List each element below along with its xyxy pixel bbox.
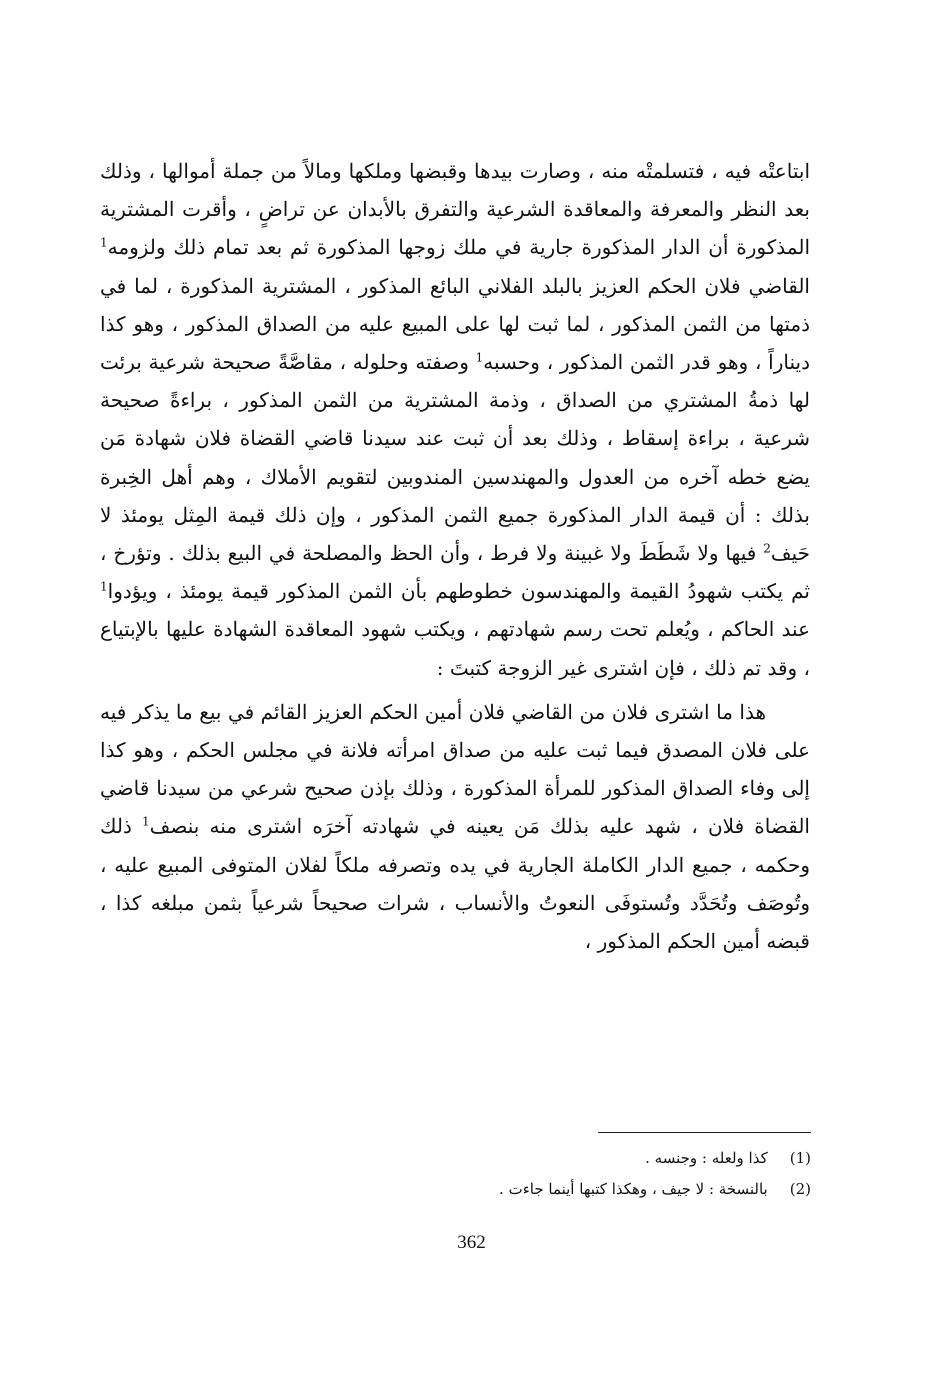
paragraph-1-part-4: فيها ولا شَطَطَ ولا غبينة ولا فرط ، وأن الحظ والمصلحة في البيع بذلك . وتؤرخ ، ثم يكتب شهودُ القيمة والمهندسون خطوطهم بأن الثمن المذكور قيمة يومئذ ، ويؤدوا	[100, 541, 810, 604]
paragraph-1	[100, 152, 810, 687]
footnote-text: كذا ولعله : وجنسه .	[645, 1149, 768, 1167]
footnote-text: بالنسخة : لا جيف ، وهكذا كتبها أينما جاءت .	[499, 1180, 768, 1198]
footnote-separator	[598, 1132, 811, 1133]
footnotes	[200, 1143, 811, 1205]
paragraph-1-part-5: عند الحاكم ، ويُعلم تحت رسم شهادتهم ، ويكتب شهود المعاقدة الشهادة عليها بالإبتياع ، وقد تم ذلك ، فإن اشترى غير الزوجة كتبتَ :	[100, 617, 810, 680]
footnote-ref-1b: 1	[475, 350, 484, 365]
paragraph-2	[100, 693, 810, 960]
footnote-number: (2)	[789, 1180, 811, 1198]
footnote-item	[200, 1143, 811, 1174]
main-text	[100, 152, 810, 960]
paragraph-2-part-2: ذلك وحكمه ، جميع الدار الكاملة الجارية في يده وتصرفه ملكاً لفلان المتوفى المبيع عليه ، وتُوصَف وتُحَدَّد وتُستوفَى النعوتُ والأنساب ، شرات صحيحاً شرعياً بثمن مبلغه كذا ، قبضه أمين الحكم المذكور ،	[100, 814, 810, 954]
paragraph-1-part-2: القاضي فلان الحكم العزيز بالبلد الفلاني البائع المذكور ، المشترية المذكورة ، لما في ذمتها من الثمن المذكور ، لما ثبت لها على المبيع عليه من الصداق المذكور ، وهو كذا ديناراً ، وهو قدر الثمن المذكور ، وحسبه	[100, 273, 810, 375]
footnote-ref-1: 1	[100, 235, 108, 250]
page-number: 362	[457, 1232, 486, 1253]
footnote-number: (1)	[789, 1149, 811, 1167]
footnote-ref-1c: 1	[100, 579, 108, 594]
footnote-ref-2: 2	[763, 541, 771, 556]
paragraph-1-part-3: وصفته وحلوله ، مقاصَّةً صحيحة شرعية برئت لها ذمةُ المشتري من الصداق ، وذمة المشترية من الثمن المذكور ، براءةً صحيحة شرعية ، براءة إسقاط ، وذلك بعد أن ثبت عند سيدنا قاضي القضاة فلان شهادة مَن يضع خطه آخره من العدول والمهندسين المندوبين لتقويم الأملاك ، وهم أهل الخِبرة بذلك : أن قيمة الدار المذكورة جميع الثمن المذكور ، وإن ذلك قيمة المِثل يومئذ لا حَيف	[100, 350, 810, 566]
footnote-ref-1d: 1	[142, 814, 150, 829]
paragraph-1-part-1: ابتاعتْه فيه ، فتسلمتْه منه ، وصارت بيدها وقبضها وملكها ومالاً من جملة أموالها ، وذلك بعد النظر والمعرفة والمعاقدة الشرعية والتفرق بالأبدان عن تراضٍ ، وأقرت المشترية المذكورة أن الدار المذكورة جارية في ملك زوجها المذكورة ثم بعد تمام ذلك ولزومه	[100, 159, 810, 260]
paragraph-2-part-1: هذا ما اشترى فلان من القاضي فلان أمين الحكم العزيز القائم في بيع ما يذكر فيه على فلان المصدق فيما ثبت عليه من صداق امرأته فلانة في مجلس الحكم ، وهو كذا إلى وفاء الصداق المذكور للمرأة المذكورة ، وذلك بإذن صحيح شرعي من سيدنا قاضي القضاة فلان ، شهد عليه بذلك مَن يعينه في شهادته آخرَه اشترى منه بنصف	[100, 699, 810, 839]
footnote-item	[200, 1174, 811, 1205]
